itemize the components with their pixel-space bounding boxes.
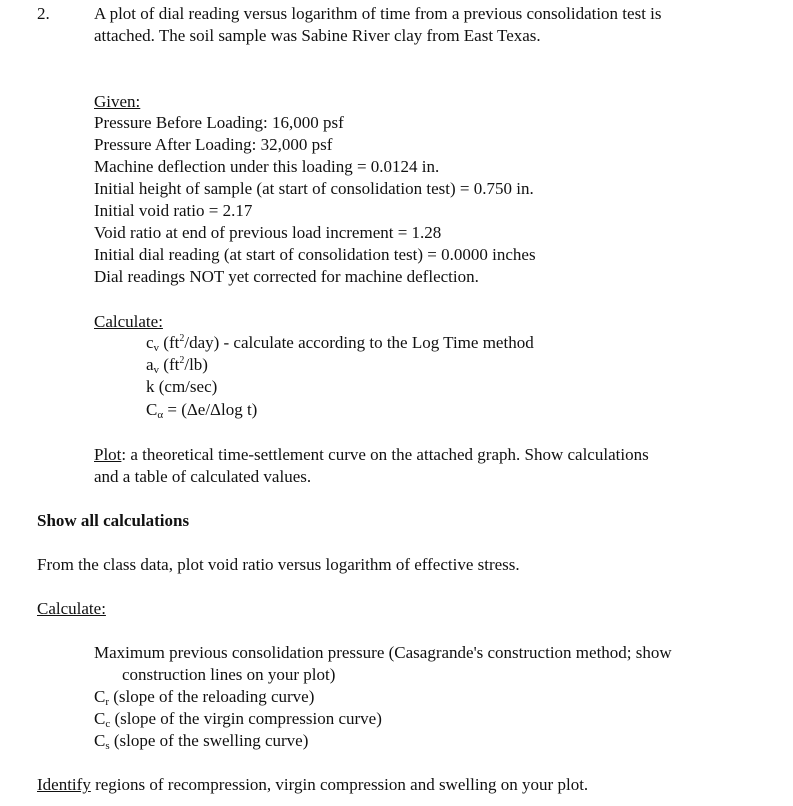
given-item: Pressure Before Loading: 16,000 psf xyxy=(94,113,344,132)
show-all-calculations: Show all calculations xyxy=(37,511,190,530)
class-data-instruction: From the class data, plot void ratio versus logarithm of effective stress. xyxy=(37,555,520,574)
given-item: Initial height of sample (at start of consolidation test) = 0.750 in. xyxy=(94,179,534,198)
intro-line-2: attached. The soil sample was Sabine River clay from East Texas. xyxy=(94,26,541,45)
problem-number: 2. xyxy=(37,4,50,23)
c-alpha-item: $C_\alpha = (\Delta e/\Delta\log$ t) xyxy=(146,400,258,421)
cr-item: $C_r$ (slope of the reloading curve) xyxy=(94,687,315,708)
given-item: Dial readings NOT yet corrected for machine deflection. xyxy=(94,267,479,286)
plot-line-2: and a table of calculated values. xyxy=(94,467,312,486)
max-pressure-line-1: Maximum previous consolidation pressure (Casagrande's construction method; show xyxy=(94,643,672,662)
calculate-heading: Calculate: xyxy=(94,312,163,331)
plot-line-1: Plot: a theoretical time-settlement curve on the attached graph. Show calculations xyxy=(94,445,649,464)
max-pressure-line-2: construction lines on your plot) xyxy=(122,665,336,684)
given-item: Initial void ratio = 2.17 xyxy=(94,201,253,220)
given-item: Initial dial reading (at start of consolidation test) = 0.0000 inches xyxy=(94,245,536,264)
cs-item: $C_s$ (slope of the swelling curve) xyxy=(94,731,309,752)
cc-item: $C_c$ (slope of the virgin compression curve) xyxy=(94,709,382,730)
av-item: $a_v$ $(ft^2/lb)$ xyxy=(146,355,208,376)
k-item: k (cm/sec) xyxy=(146,377,218,396)
given-item: Machine deflection under this loading = 0.0124 in. xyxy=(94,157,440,176)
identify-line: Identify regions of recompression, virgin compression and swelling on your plot. xyxy=(37,775,589,794)
cv-item: $c_v$ $(ft^2/day)$ - calculate according to the Log Time method xyxy=(146,333,534,354)
calculate-heading-2: Calculate: xyxy=(37,599,106,618)
intro-line-1: A plot of dial reading versus logarithm of time from a previous consolidation test is xyxy=(94,4,662,23)
given-item: Pressure After Loading: 32,000 psf xyxy=(94,135,333,154)
given-item: Void ratio at end of previous load increment = 1.28 xyxy=(94,223,442,242)
given-heading: Given: xyxy=(94,92,141,111)
